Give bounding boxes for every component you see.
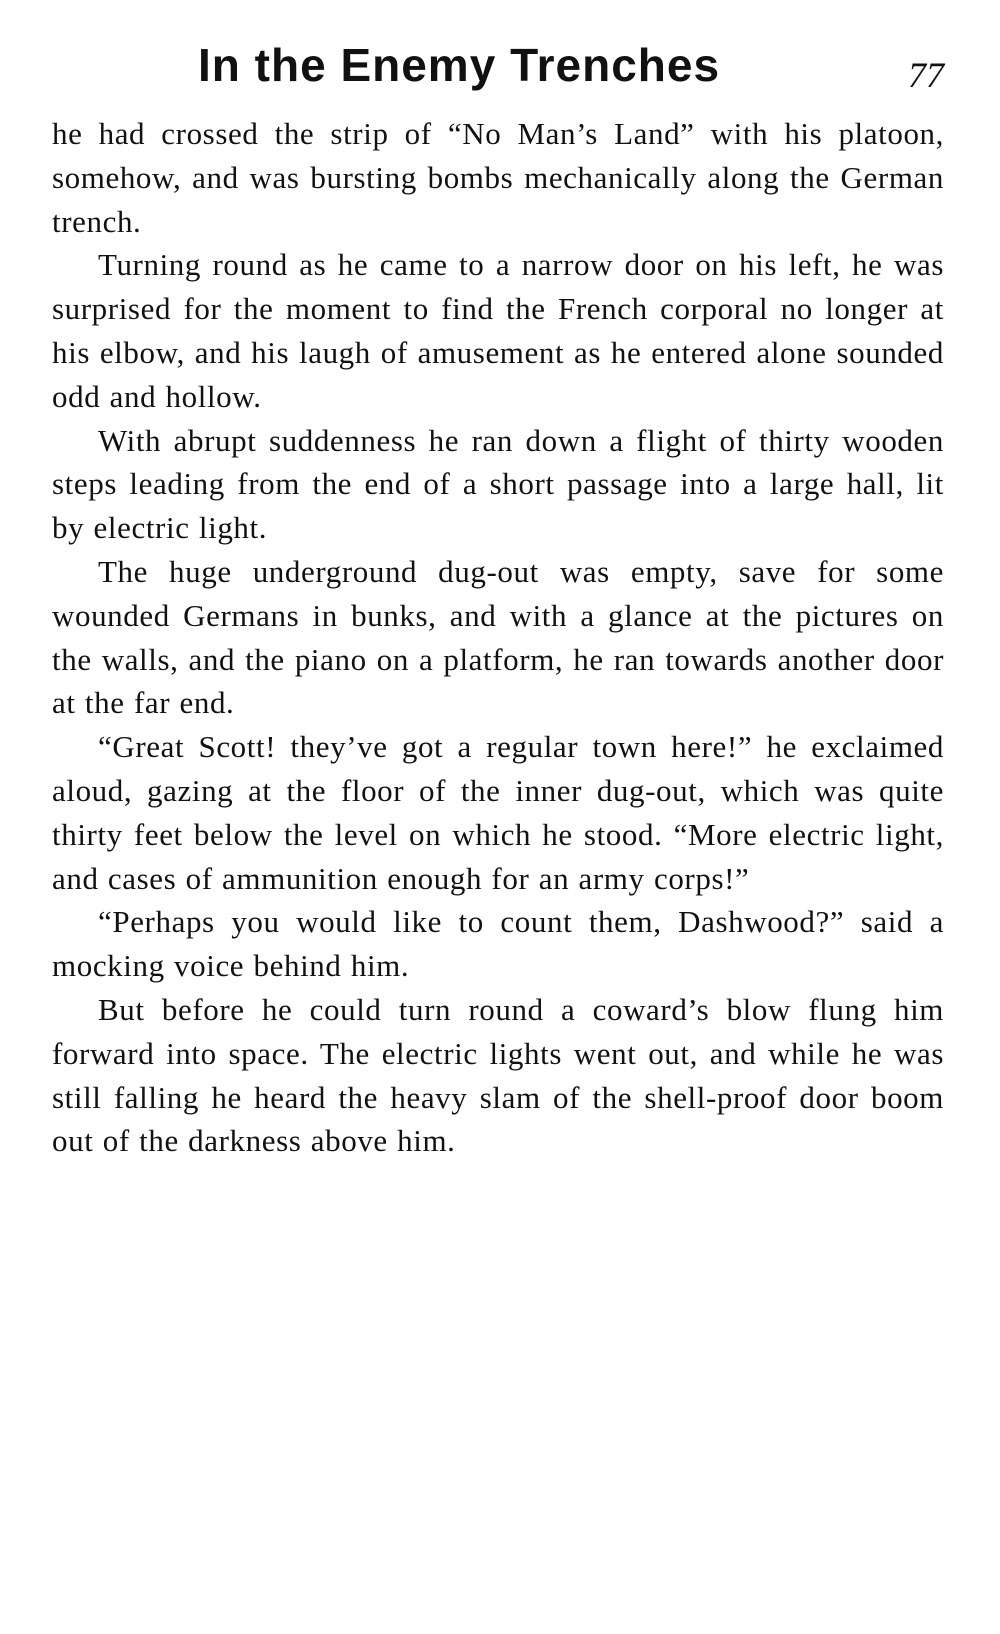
paragraph: “Perhaps you would like to count them, Dashwood?” said a mocking voice behind him. <box>52 904 944 984</box>
page-number: 77 <box>908 55 944 95</box>
body-text <box>52 112 944 1163</box>
paragraph: The huge underground dug-out was empty, save for some wounded Germans in bunks, and with a glance at the pictures on the walls, and the piano on a platform, he ran towards another door at the far end. <box>52 553 944 721</box>
paragraph-continued: he had crossed the strip of “No Man’s Land” with his platoon, somehow, and was bursting bombs mechanically along the German trench. <box>52 116 944 239</box>
paragraph: “Great Scott! they’ve got a regular town here!” he exclaimed aloud, gazing at the floor of the inner dug-out, which was quite thirty feet below the level on which he stood. “More electric light, and cases of ammunition enough for an army corps!” <box>52 729 944 896</box>
running-head <box>52 38 944 98</box>
paragraph: With abrupt suddenness he ran down a flight of thirty wooden steps leading from the end of a short passage into a large hall, lit by electric light. <box>52 422 944 546</box>
paragraph: Turning round as he came to a narrow door on his left, he was surprised for the moment to find the French corporal no longer at his elbow, and his laugh of amusement as he entered alone sounded odd and hollow. <box>52 247 944 414</box>
running-title: In the Enemy Trenches <box>198 39 721 91</box>
paragraph: But before he could turn round a coward’s blow flung him forward into space. The electric lights went out, and while he was still falling he heard the heavy slam of the shell-proof door boom out of the darkness above him. <box>52 991 944 1159</box>
